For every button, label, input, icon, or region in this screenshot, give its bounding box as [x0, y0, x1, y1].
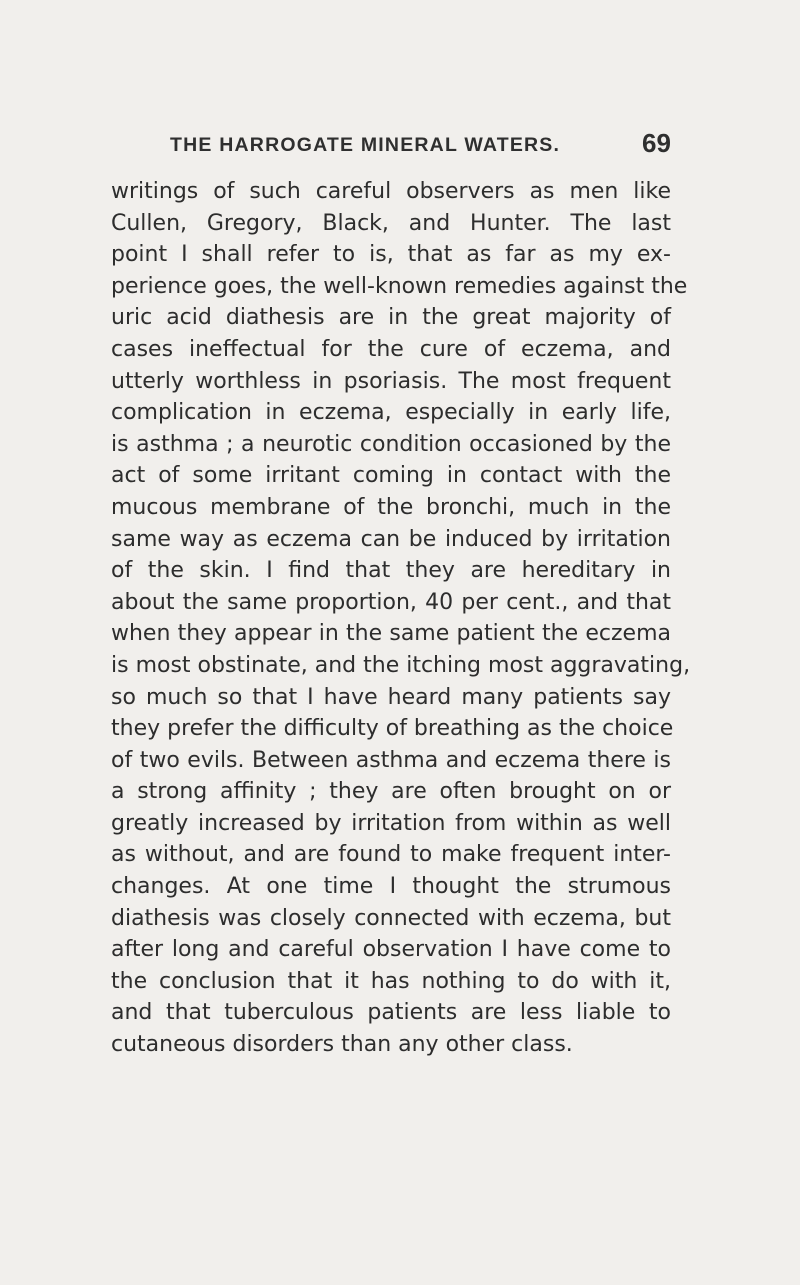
running-title: THE HARROGATE MINERAL WATERS.	[170, 134, 561, 156]
running-head	[170, 128, 690, 160]
text-line: is most obstinate, and the itching most aggravating,	[111, 652, 691, 678]
text-line: the conclusion that it has nothing to do with it,	[111, 968, 671, 994]
text-line: utterly worthless in psoriasis. The most frequent	[111, 368, 671, 394]
text-line: mucous membrane of the bronchi, much in the	[111, 494, 671, 520]
text-line: of two evils. Between asthma and eczema there is	[111, 747, 671, 773]
text-line: after long and careful observation I have come to	[111, 937, 671, 963]
text-line: they prefer the difficulty of breathing as the choice	[111, 716, 674, 742]
text-line: diathesis was closely connected with eczema, but	[111, 905, 671, 931]
text-line: uric acid diathesis are in the great majority of	[111, 305, 671, 331]
text-line: is asthma ; a neurotic condition occasioned by the	[111, 431, 671, 457]
text-line: act of some irritant coming in contact with the	[111, 463, 671, 489]
text-line: complication in eczema, especially in early life,	[111, 400, 671, 426]
page-number: 69	[642, 128, 671, 158]
text-line: as without, and are found to make frequent inter-	[111, 842, 671, 868]
text-line: greatly increased by irritation from within as well	[111, 810, 671, 836]
text-line: point I shall refer to is, that as far as my ex-	[111, 242, 671, 268]
text-line: same way as eczema can be induced by irritation	[111, 526, 671, 552]
text-line: when they appear in the same patient the eczema	[111, 621, 671, 647]
text-line: so much so that I have heard many patients say	[111, 684, 671, 710]
text-line: and that tuberculous patients are less liable to	[111, 1000, 671, 1026]
text-line: cutaneous disorders than any other class.	[111, 1032, 573, 1058]
text-line: of the skin. I find that they are hereditary in	[111, 558, 671, 584]
text-line: perience goes, the well-known remedies against the	[111, 273, 688, 299]
text-line: changes. At one time I thought the strumous	[111, 874, 671, 900]
text-line: a strong affinity ; they are often brought on or	[111, 779, 671, 805]
body-text	[111, 176, 691, 1061]
text-line: Cullen, Gregory, Black, and Hunter. The last	[111, 210, 671, 236]
text-line: cases ineffectual for the cure of eczema, and	[111, 336, 671, 362]
text-line: writings of such careful observers as men like	[111, 179, 671, 204]
text-line: about the same proportion, 40 per cent., and that	[111, 589, 671, 615]
